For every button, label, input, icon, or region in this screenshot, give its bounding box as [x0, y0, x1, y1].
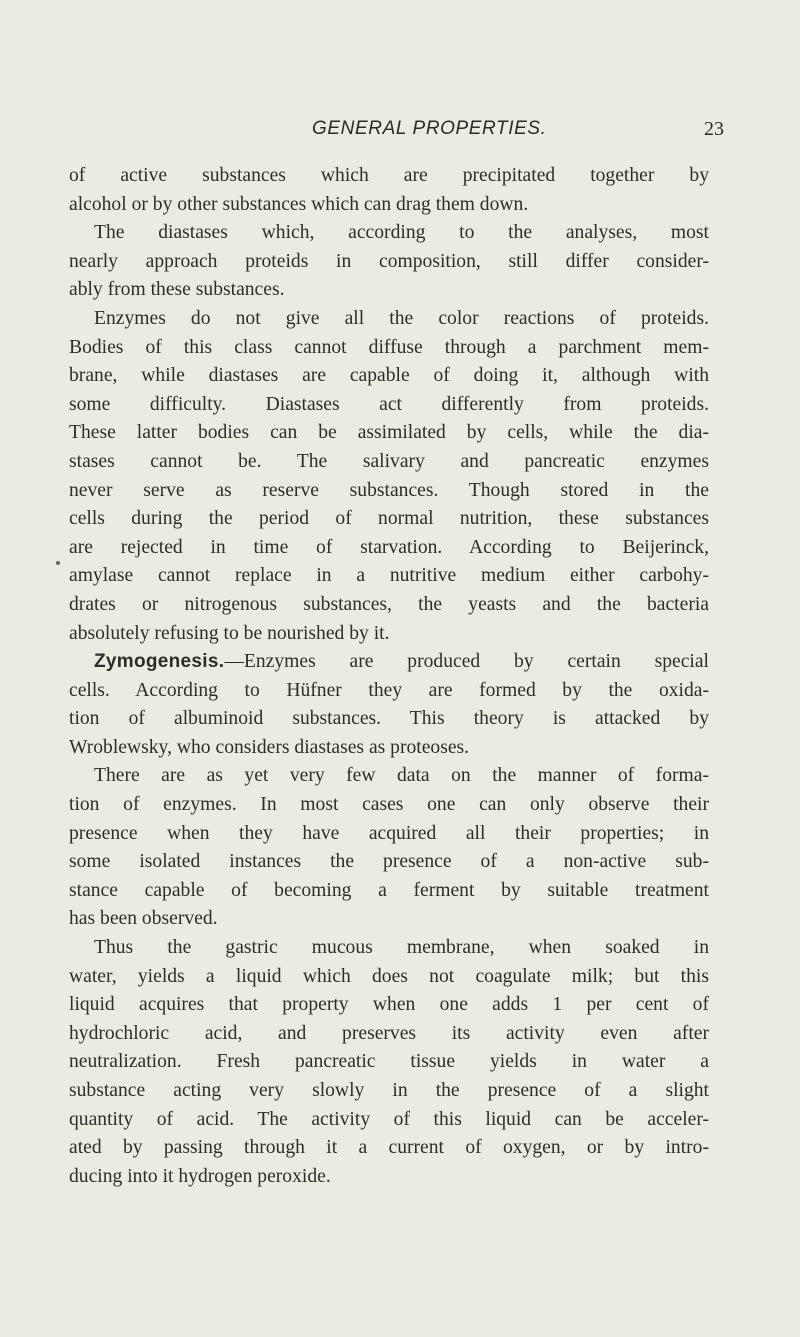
body-text: [69, 162, 709, 1191]
text-line: [69, 562, 709, 591]
margin-speck: [56, 561, 60, 565]
text-line: [69, 534, 709, 563]
text-line: [69, 991, 709, 1020]
text-line: [69, 648, 709, 677]
line-text: water, yields a liquid which does not coagulate milk; but this: [69, 965, 709, 987]
line-text: Thus the gastric mucous membrane, when soaked in: [94, 937, 709, 959]
line-text: nearly approach proteids in composition, still differ consider-: [69, 250, 709, 272]
text-line: [69, 1020, 709, 1049]
text-line: [69, 705, 709, 734]
text-line: [69, 1106, 709, 1135]
page-header: [0, 118, 800, 148]
text-line: [69, 1134, 709, 1163]
text-line: [69, 448, 709, 477]
text-line: [69, 820, 709, 849]
text-line: [69, 877, 709, 906]
line-text: ably from these substances.: [69, 279, 285, 301]
text-line: [69, 276, 709, 305]
line-text: cells during the period of normal nutrition, these substances: [69, 508, 709, 530]
line-text: There are as yet very few data on the manner of forma-: [94, 765, 709, 787]
line-text: brane, while diastases are capable of doing it, although with: [69, 365, 709, 387]
text-line: [69, 1163, 709, 1192]
text-line: [69, 677, 709, 706]
text-line: [69, 734, 709, 763]
line-text: quantity of acid. The activity of this liquid can be acceler-: [69, 1108, 709, 1130]
text-line: [69, 362, 709, 391]
text-line: [69, 477, 709, 506]
line-text: amylase cannot replace in a nutritive medium either carbohy-: [69, 565, 709, 587]
text-line: [69, 191, 709, 220]
text-line: [69, 905, 709, 934]
line-text: hydrochloric acid, and preserves its activity even after: [69, 1022, 709, 1044]
line-text: absolutely refusing to be nourished by it.: [69, 622, 390, 644]
line-text: some isolated instances the presence of a non-active sub-: [69, 851, 709, 873]
line-text: of active substances which are precipitated together by: [69, 165, 709, 186]
line-text: are rejected in time of starvation. According to Beijerinck,: [69, 536, 709, 558]
text-line: [69, 934, 709, 963]
section-heading: Zymogenesis.: [94, 651, 225, 673]
line-text: cells. According to Hüfner they are formed by the oxida-: [69, 679, 709, 701]
line-text: neutralization. Fresh pancreatic tissue yields in water a: [69, 1051, 709, 1073]
text-line: [69, 219, 709, 248]
text-line: [69, 591, 709, 620]
text-line: [69, 791, 709, 820]
line-text: Bodies of this class cannot diffuse through a parchment mem-: [69, 336, 709, 358]
text-line: [69, 162, 709, 191]
line-text: stases cannot be. The salivary and pancreatic enzymes: [69, 450, 709, 472]
text-line: [69, 1048, 709, 1077]
line-text: alcohol or by other substances which can drag them down.: [69, 193, 529, 215]
page-number: 23: [704, 118, 724, 140]
text-line: [69, 762, 709, 791]
text-line: [69, 963, 709, 992]
line-text: tion of albuminoid substances. This theory is attacked by: [69, 708, 709, 730]
line-text: The diastases which, according to the analyses, most: [94, 222, 709, 244]
line-text: has been observed.: [69, 908, 218, 930]
text-line: [69, 505, 709, 534]
text-line: [69, 248, 709, 277]
text-line: [69, 1077, 709, 1106]
line-text: —Enzymes are produced by certain special: [224, 651, 709, 673]
text-line: [69, 620, 709, 649]
line-text: drates or nitrogenous substances, the yeasts and the bacteria: [69, 593, 709, 615]
line-text: These latter bodies can be assimilated by cells, while the dia-: [69, 422, 709, 444]
line-text: Enzymes do not give all the color reactions of proteids.: [94, 307, 709, 329]
text-line: [69, 305, 709, 334]
text-line: [69, 848, 709, 877]
text-line: [69, 419, 709, 448]
line-text: stance capable of becoming a ferment by suitable treatment: [69, 879, 709, 901]
line-text: substance acting very slowly in the presence of a slight: [69, 1080, 709, 1101]
running-title: GENERAL PROPERTIES.: [312, 118, 547, 139]
line-text: some difficulty. Diastases act differently from proteids.: [69, 393, 709, 415]
line-text: ated by passing through it a current of oxygen, or by intro-: [69, 1137, 709, 1159]
text-line: [69, 334, 709, 363]
line-text: liquid acquires that property when one adds 1 per cent of: [69, 994, 709, 1016]
line-text: presence when they have acquired all their properties; in: [69, 822, 709, 844]
text-line: [69, 391, 709, 420]
line-text: ducing into it hydrogen peroxide.: [69, 1165, 331, 1187]
line-text: tion of enzymes. In most cases one can only observe their: [69, 794, 709, 816]
line-text: Wroblewsky, who considers diastases as proteoses.: [69, 736, 470, 758]
line-text: never serve as reserve substances. Though stored in the: [69, 479, 709, 501]
